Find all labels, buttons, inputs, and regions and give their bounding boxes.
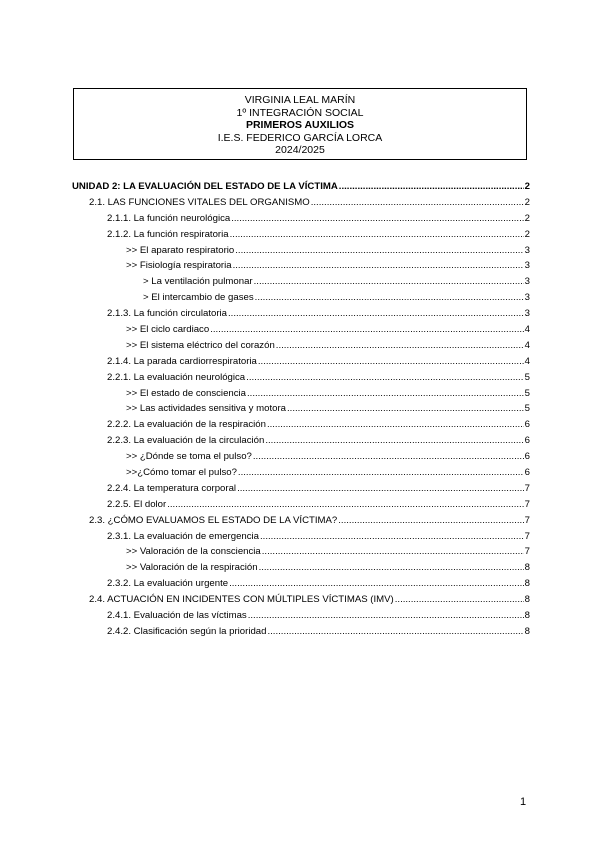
toc-entry[interactable] bbox=[72, 465, 530, 481]
toc-entry[interactable] bbox=[72, 513, 530, 529]
toc-entry[interactable] bbox=[72, 576, 530, 592]
toc-entry-page: 2 bbox=[524, 196, 530, 208]
toc-entry[interactable] bbox=[72, 417, 530, 433]
toc-entry-page: 5 bbox=[524, 387, 530, 399]
toc-entry-page: 7 bbox=[524, 498, 530, 510]
toc-entry-page: 2 bbox=[524, 212, 530, 224]
toc-entry-page: 4 bbox=[524, 324, 530, 336]
toc-entry-title: UNIDAD 2: LA EVALUACIÓN DEL ESTADO DE LA VÍCTIMA bbox=[72, 181, 338, 192]
toc-entry-title: >> ¿Dónde se toma el pulso? bbox=[126, 451, 252, 463]
toc-dot-leader bbox=[311, 195, 524, 211]
toc-entry[interactable] bbox=[72, 544, 530, 560]
toc-entry-page: 6 bbox=[524, 451, 530, 463]
toc-entry-title: 2.3. ¿CÓMO EVALUAMOS EL ESTADO DE LA VÍCTIMA? bbox=[89, 514, 338, 526]
toc-entry[interactable] bbox=[72, 370, 530, 386]
toc-dot-leader bbox=[255, 290, 524, 306]
toc-entry[interactable] bbox=[72, 258, 530, 274]
toc-dot-leader bbox=[267, 624, 523, 640]
toc-entry-title: 2.2.1. La evaluación neurológica bbox=[107, 371, 246, 383]
toc-dot-leader bbox=[339, 179, 524, 195]
toc-dot-leader bbox=[230, 227, 524, 243]
toc-entry-title: 2.3.2. La evaluación urgente bbox=[107, 578, 229, 590]
toc-entry[interactable] bbox=[72, 354, 530, 370]
toc-entry-page: 7 bbox=[524, 514, 530, 526]
toc-entry-title: 2.4.1. Evaluación de las víctimas bbox=[107, 610, 247, 622]
title-box bbox=[73, 88, 527, 160]
toc-entry-title: >> El aparato respiratorio bbox=[126, 244, 235, 256]
toc-dot-leader bbox=[253, 449, 524, 465]
toc-dot-leader bbox=[237, 481, 524, 497]
toc-entry-page: 8 bbox=[524, 578, 530, 590]
school-name: I.E.S. FEDERICO GARCÍA LORCA bbox=[217, 131, 383, 144]
toc-entry-page: 3 bbox=[524, 292, 530, 304]
toc-entry[interactable] bbox=[72, 433, 530, 449]
toc-dot-leader bbox=[276, 338, 524, 354]
toc-entry[interactable] bbox=[72, 274, 530, 290]
toc-entry-title: >> Valoración de la respiración bbox=[126, 562, 258, 574]
toc-entry-title: >>¿Cómo tomar el pulso? bbox=[126, 467, 237, 479]
toc-entry[interactable] bbox=[72, 338, 530, 354]
toc-entry-page: 7 bbox=[524, 530, 530, 542]
toc-entry-page: 3 bbox=[524, 276, 530, 288]
toc-entry[interactable] bbox=[72, 386, 530, 402]
toc-entry[interactable] bbox=[72, 592, 530, 608]
toc-dot-leader bbox=[246, 370, 524, 386]
toc-dot-leader bbox=[267, 417, 524, 433]
toc-entry-page: 7 bbox=[524, 546, 530, 558]
toc-entry-title: > La ventilación pulmonar bbox=[143, 276, 253, 288]
toc-entry-page: 6 bbox=[524, 419, 530, 431]
toc-entry-title: 2.1.3. La función circulatoria bbox=[107, 308, 227, 320]
toc-dot-leader bbox=[247, 386, 524, 402]
toc-entry-title: 2.2.2. La evaluación de la respiración bbox=[107, 419, 266, 431]
toc-dot-leader bbox=[228, 306, 524, 322]
toc-dot-leader bbox=[260, 529, 524, 545]
toc-entry-title: 2.4. ACTUACIÓN EN INCIDENTES CON MÚLTIPLES VÍCTIMAS (IMV) bbox=[89, 594, 394, 606]
toc-entry-title: 2.2.5. El dolor bbox=[107, 498, 167, 510]
toc-entry-page: 2 bbox=[524, 181, 530, 192]
toc-entry[interactable] bbox=[72, 560, 530, 576]
toc-dot-leader bbox=[262, 544, 524, 560]
toc-entry-page: 3 bbox=[524, 244, 530, 256]
toc-dot-leader bbox=[254, 274, 524, 290]
toc-entry-page: 6 bbox=[524, 467, 530, 479]
toc-entry[interactable] bbox=[72, 529, 530, 545]
toc-entry-title: >> El sistema eléctrico del corazón bbox=[126, 339, 275, 351]
toc-entry-page: 4 bbox=[524, 355, 530, 367]
toc-entry-page: 3 bbox=[524, 260, 530, 272]
toc-entry[interactable] bbox=[72, 401, 530, 417]
author-name: VIRGINIA LEAL MARÍN bbox=[244, 94, 356, 106]
toc-entry[interactable] bbox=[72, 290, 530, 306]
course-name: 1º INTEGRACIÓN SOCIAL bbox=[236, 106, 364, 119]
toc-entry-title: 2.1. LAS FUNCIONES VITALES DEL ORGANISMO bbox=[89, 196, 310, 208]
toc-entry[interactable] bbox=[72, 243, 530, 259]
toc-entry-title: 2.1.2. La función respiratoria bbox=[107, 228, 229, 240]
toc-entry-page: 5 bbox=[524, 371, 530, 383]
toc-dot-leader bbox=[229, 576, 524, 592]
toc-entry-title: >> Fisiología respiratoria bbox=[126, 260, 232, 272]
toc-entry-title: 2.3.1. La evaluación de emergencia bbox=[107, 530, 260, 542]
toc-entry-page: 8 bbox=[524, 625, 530, 637]
toc-entry-title: 2.2.4. La temperatura corporal bbox=[107, 482, 237, 494]
toc-entry-page: 7 bbox=[524, 482, 530, 494]
toc-entry[interactable] bbox=[72, 195, 530, 211]
toc-dot-leader bbox=[258, 354, 524, 370]
toc-entry-title: >> Las actividades sensitiva y motora bbox=[126, 403, 286, 415]
subject-name: PRIMEROS AUXILIOS bbox=[245, 119, 355, 132]
toc-entry-title: >> El ciclo cardiaco bbox=[126, 324, 210, 336]
toc-entry[interactable] bbox=[72, 624, 530, 640]
toc-dot-leader bbox=[395, 592, 524, 608]
toc-dot-leader bbox=[265, 433, 523, 449]
toc-entry-title: >> El estado de consciencia bbox=[126, 387, 247, 399]
toc-entry-page: 4 bbox=[524, 339, 530, 351]
toc-entry-page: 2 bbox=[524, 228, 530, 240]
toc-dot-leader bbox=[233, 258, 524, 274]
toc-dot-leader bbox=[287, 401, 524, 417]
toc-entry[interactable] bbox=[72, 227, 530, 243]
toc-entry[interactable] bbox=[72, 608, 530, 624]
toc-dot-leader bbox=[210, 322, 523, 338]
toc-entry[interactable] bbox=[72, 497, 530, 513]
toc-entry-page: 6 bbox=[524, 435, 530, 447]
toc-dot-leader bbox=[238, 465, 524, 481]
toc-entry-title: 2.1.1. La función neurológica bbox=[107, 212, 231, 224]
toc-dot-leader bbox=[338, 513, 523, 529]
toc-entry-title: > El intercambio de gases bbox=[143, 292, 254, 304]
toc-entry[interactable] bbox=[72, 306, 530, 322]
toc-entry-page: 5 bbox=[524, 403, 530, 415]
toc-entry-title: 2.1.4. La parada cardiorrespiratoria bbox=[107, 355, 257, 367]
toc-entry-title: 2.2.3. La evaluación de la circulación bbox=[107, 435, 265, 447]
toc-dot-leader bbox=[248, 608, 524, 624]
toc-entry[interactable] bbox=[72, 481, 530, 497]
page-number: 1 bbox=[520, 796, 527, 808]
toc-entry-page: 8 bbox=[524, 610, 530, 622]
toc-entry[interactable] bbox=[72, 449, 530, 465]
toc-dot-leader bbox=[235, 243, 523, 259]
toc-dot-leader bbox=[231, 211, 523, 227]
toc-entry[interactable] bbox=[72, 211, 530, 227]
toc-entry-page: 3 bbox=[524, 308, 530, 320]
academic-year: 2024/2025 bbox=[275, 144, 325, 157]
table-of-contents bbox=[72, 179, 530, 640]
toc-entry[interactable] bbox=[72, 179, 530, 195]
toc-entry-page: 8 bbox=[524, 594, 530, 606]
toc-dot-leader bbox=[259, 560, 524, 576]
toc-entry-page: 8 bbox=[524, 562, 530, 574]
toc-entry-title: >> Valoración de la consciencia bbox=[126, 546, 261, 558]
toc-entry[interactable] bbox=[72, 322, 530, 338]
toc-dot-leader bbox=[167, 497, 523, 513]
toc-entry-title: 2.4.2. Clasificación según la prioridad bbox=[107, 625, 267, 637]
